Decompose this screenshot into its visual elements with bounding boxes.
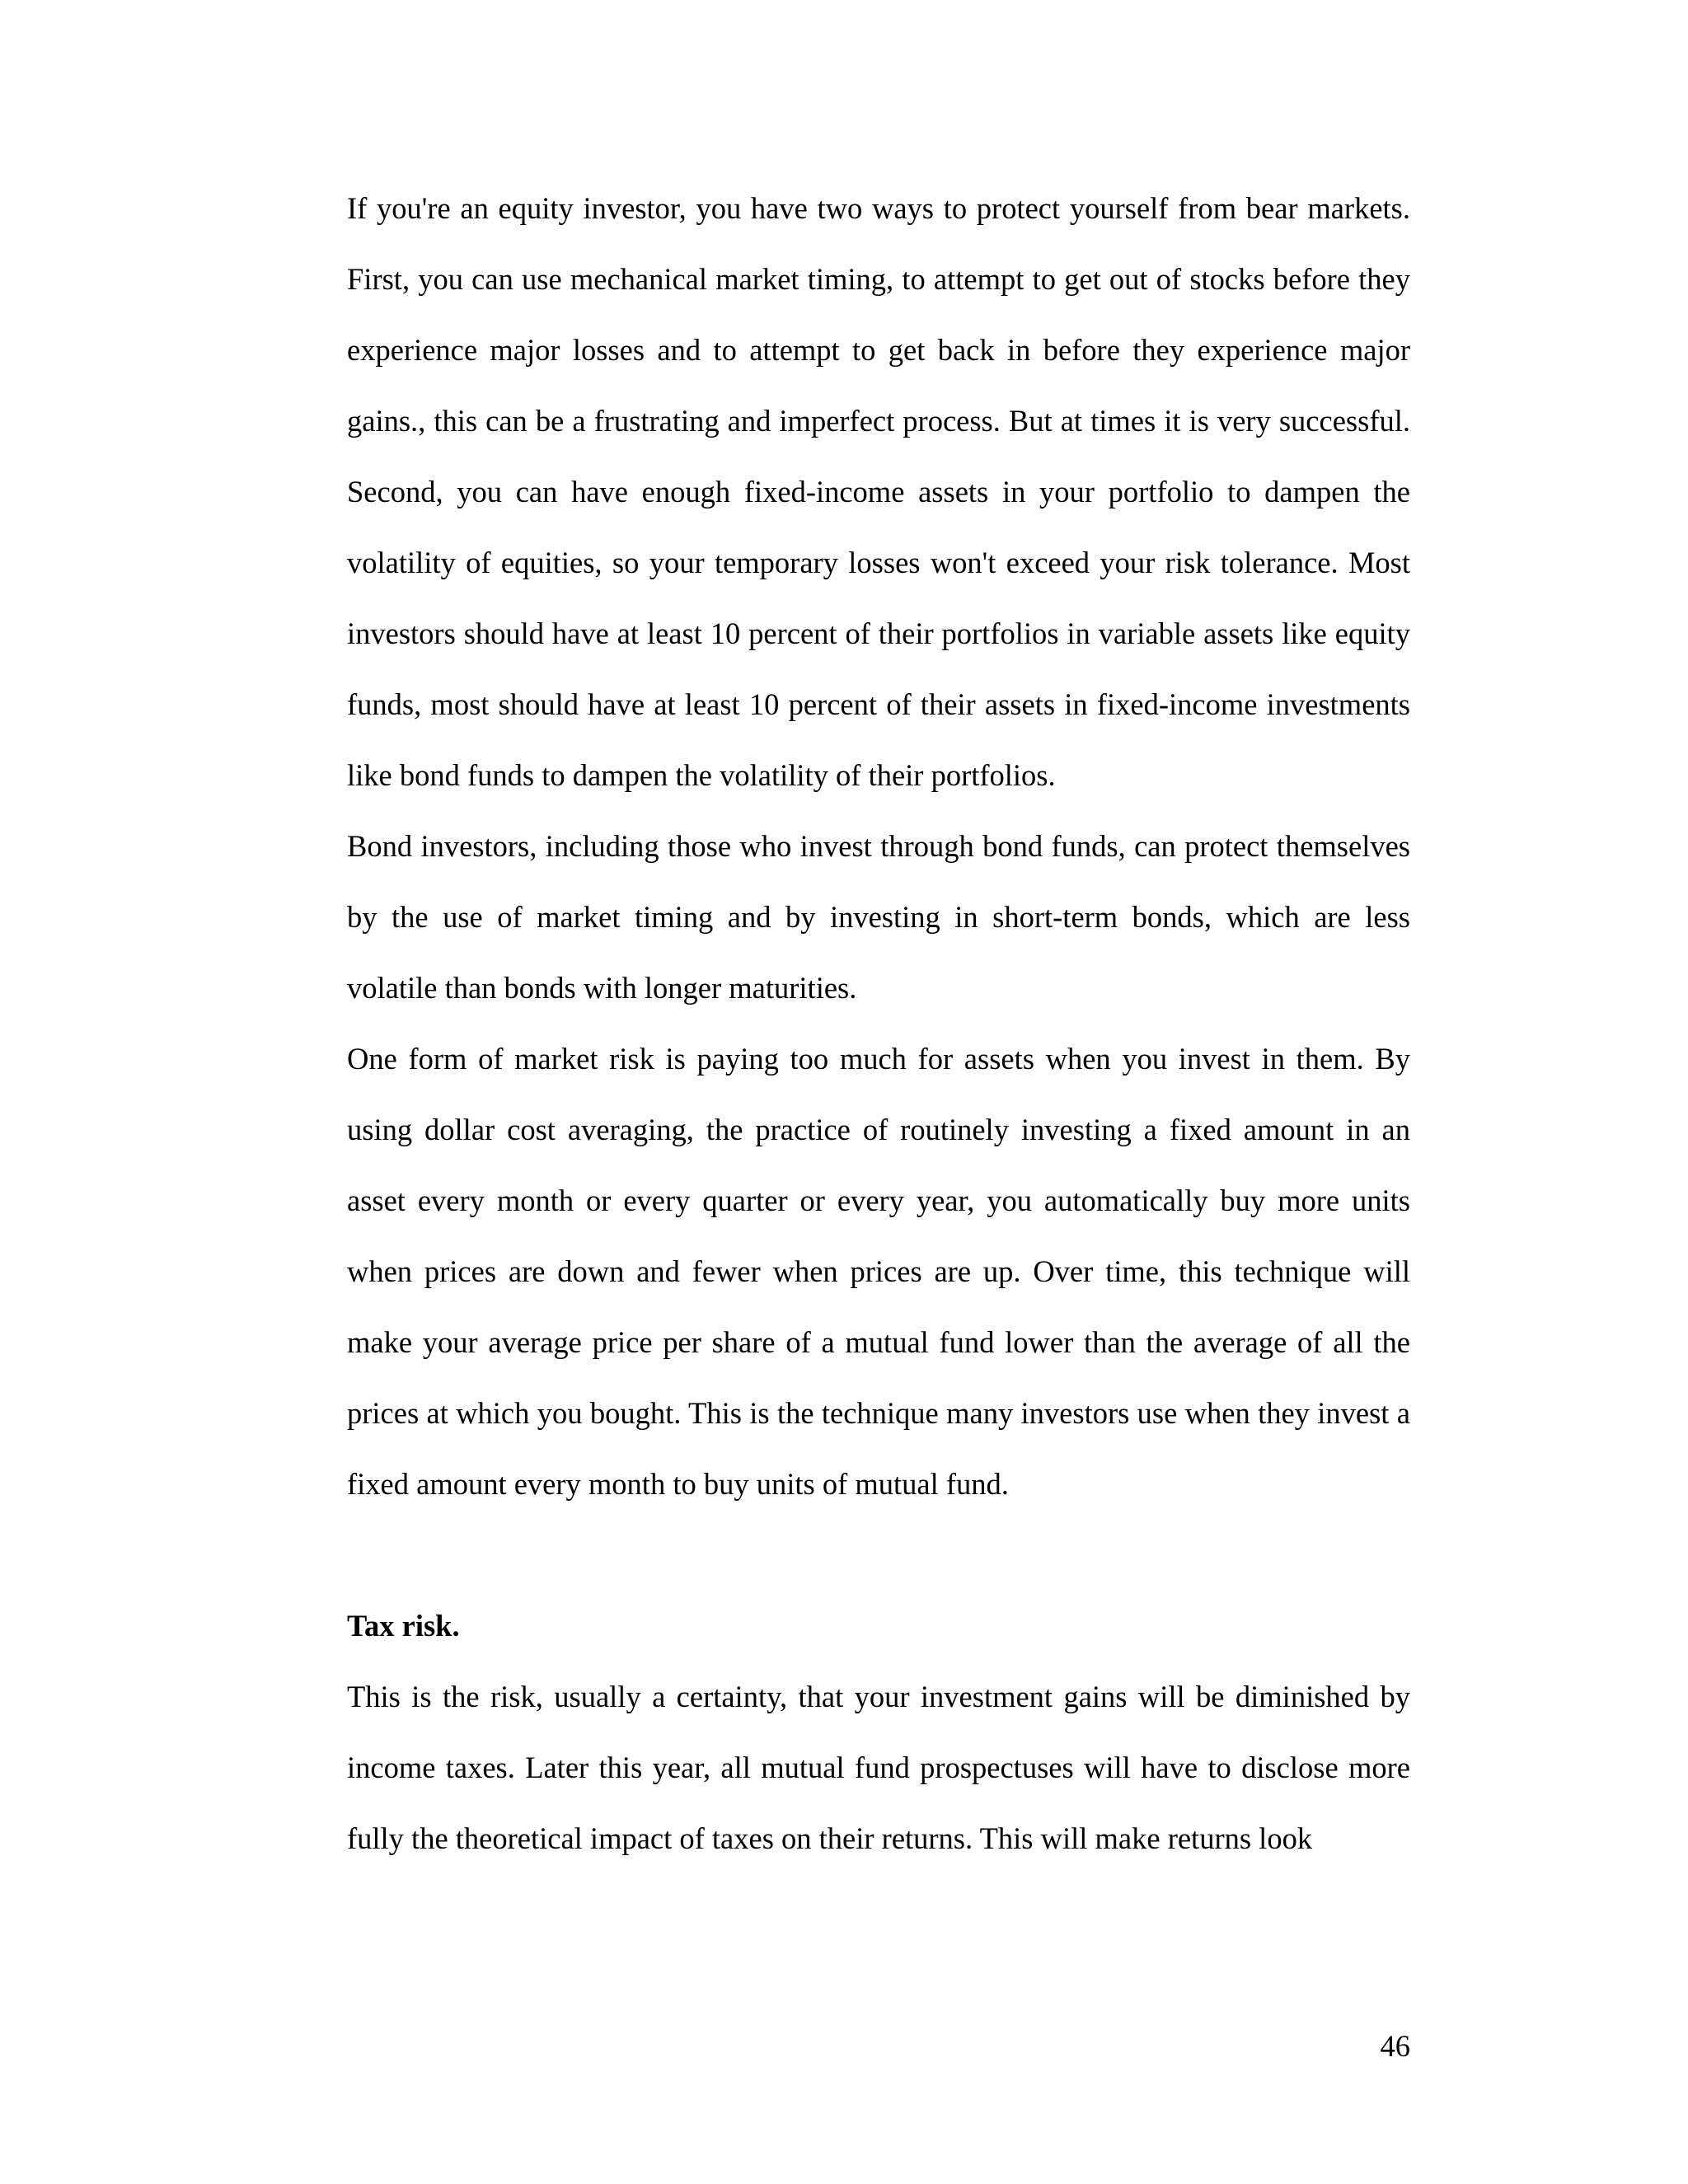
page-number: 46 [1380,2029,1410,2063]
paragraph-bond-investors: Bond investors, including those who invest through bond funds, can protect themselves by the use of market timing and by investing in short-term bonds, which are less volatile than bonds with longer maturities. [347,829,1410,1005]
paragraph-equity-investor: If you're an equity investor, you have two ways to protect yourself from bear markets. First, you can use mechanical market timing, to attempt to get out of stocks before they experience major losses and to attempt to get back in before they experience major gains., this can be a frustrating and imperfect process. But at times it is very successful. Second, you can have enough fixed-income assets in your portfolio to dampen the volatility of equities, so your temporary losses won't exceed your risk tolerance. Most investors should have at least 10 percent of their portfolios in variable assets like equity funds, most should have at least 10 percent of their assets in fixed-income investments like bond funds to dampen the volatility of their portfolios. [347,191,1410,792]
paragraph-tax-risk: This is the risk, usually a certainty, that your investment gains will be diminished by income taxes. Later this year, all mutual fund prospectuses will have to disclose more fully the theoretical impact of taxes on their returns. This will make returns look [347,1680,1410,1855]
section-spacer [347,1520,1410,1591]
paragraph-market-risk: One form of market risk is paying too much for assets when you invest in them. By using dollar cost averaging, the practice of routinely investing a fixed amount in an asset every month or every quarter or every year, you automatically buy more units when prices are down and fewer when prices are up. Over time, this technique will make your average price per share of a mutual fund lower than the average of all the prices at which you bought. This is the technique many investors use when they invest a fixed amount every month to buy units of mutual fund. [347,1042,1410,1501]
document-page [347,173,1410,1874]
section-heading-tax-risk: Tax risk. [347,1609,460,1643]
